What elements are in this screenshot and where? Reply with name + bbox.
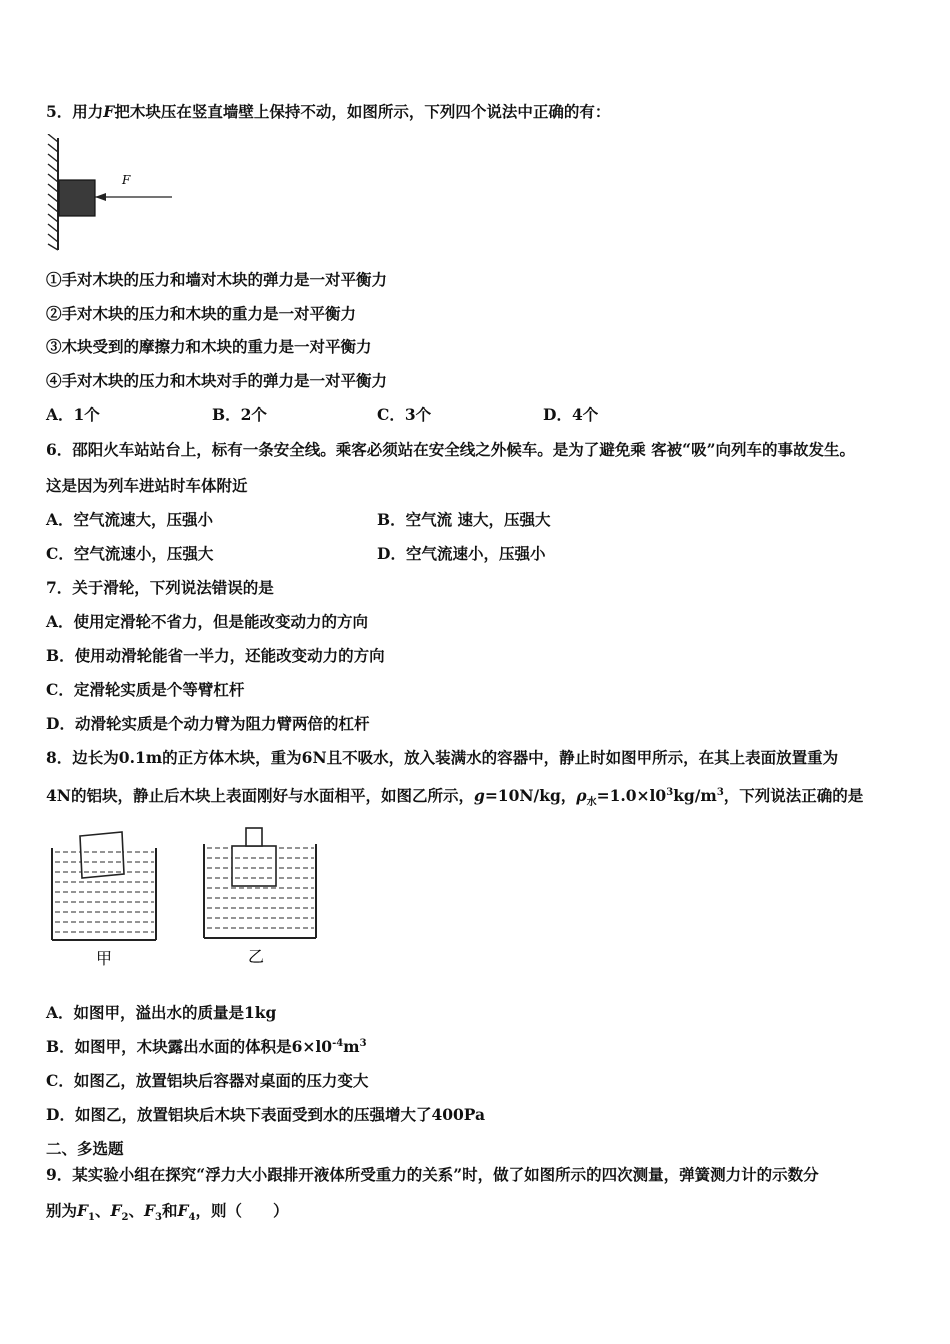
q9-stem-line1: 9．某实验小组在探究“浮力大小跟排开液体所受重力的关系”时，做了如图所示的四次测量，弹簧测力计的示数分 — [46, 1165, 819, 1184]
q9-and: 和 — [162, 1201, 178, 1220]
q6-option-b[interactable]: B．空气流 速大，压强大 — [377, 510, 551, 529]
q9-stem-line2 — [46, 1201, 289, 1224]
q8-exponent-1: 3 — [666, 786, 674, 798]
q5-force-label: F — [122, 173, 131, 187]
q5-option-b[interactable]: B．2个 — [212, 405, 267, 424]
q9-sep1: 、 — [95, 1201, 111, 1220]
q9-sep2: 、 — [128, 1201, 145, 1220]
q6-stem-line2: 这是因为列车进站时车体附近 — [46, 476, 248, 495]
q9-f4-sub: 4 — [188, 1212, 196, 1224]
q5-statement-1: ①手对木块的压力和墙对木块的弹力是一对平衡力 — [46, 270, 388, 289]
q7-option-a[interactable]: A．使用定滑轮不省力，但是能改变动力的方向 — [46, 612, 369, 631]
q7-option-d[interactable]: D．动滑轮实质是个动力臂为阻力臂两倍的杠杆 — [46, 714, 370, 733]
q7-stem: 7．关于滑轮，下列说法错误的是 — [46, 578, 274, 597]
q8-option-b[interactable] — [46, 1037, 367, 1057]
q9-f1-sub: 1 — [88, 1212, 95, 1224]
q9-f1: F — [77, 1201, 89, 1220]
q9-stem2-text-a: 别为 — [46, 1201, 78, 1220]
q5-stem-text-b: 把木块压在竖直墙壁上保持不动，如图所示，下列四个说法中正确的有： — [114, 102, 611, 121]
q8-rho-symbol: ρ — [576, 786, 587, 805]
q5-stem-text-a: 5．用力 — [46, 102, 104, 121]
q5-statement-4: ④手对木块的压力和木块对手的弹力是一对平衡力 — [46, 371, 388, 390]
q8-stem2-text-a: 4N的铝块，静止后木块上表面刚好与水面相平，如图乙所示， — [46, 786, 474, 805]
q8-stem2-text-c: =1.0×l0 — [596, 786, 667, 805]
q8-rho-subscript: 水 — [586, 797, 597, 809]
q6-stem-line1: 6．邵阳火车站站台上，标有一条安全线。乘客必须站在安全线之外候车。是为了避免乘 客被“吸”向列车的事故发生。 — [46, 440, 856, 459]
q9-f3-sub: 3 — [155, 1212, 162, 1224]
q8-stem2-text-d: kg/m — [673, 786, 717, 805]
q8-option-a[interactable]: A．如图甲，溢出水的质量是1kg — [46, 1003, 277, 1022]
q8-option-b-text-b: m — [343, 1037, 360, 1056]
q5-statement-3: ③木块受到的摩擦力和木块的重力是一对平衡力 — [46, 337, 372, 356]
q9-f3: F — [144, 1201, 156, 1220]
q8-option-b-exponent-2: 3 — [359, 1037, 367, 1049]
section-heading-multiple-choice: 二、多选题 — [46, 1139, 124, 1158]
q6-option-d[interactable]: D．空气流速小，压强小 — [377, 544, 546, 563]
q9-stem2-text-b: ，则（ ） — [195, 1201, 289, 1220]
q9-f2: F — [110, 1201, 122, 1220]
q8-g-symbol: g — [473, 786, 485, 805]
q8-stem-line2 — [46, 786, 864, 809]
q8-option-c[interactable]: C．如图乙，放置铝块后容器对桌面的压力变大 — [46, 1071, 369, 1090]
q8-stem-line1: 8．边长为0.1m的正方体木块，重为6N且不吸水，放入装满水的容器中，静止时如图甲所示，在其上表面放置重为 — [46, 748, 839, 767]
q8-label-jia: 甲 — [96, 949, 113, 968]
q6-option-c[interactable]: C．空气流速小，压强大 — [46, 544, 214, 563]
q5-stem — [46, 102, 610, 122]
q5-option-a[interactable]: A．1个 — [46, 405, 100, 424]
q8-container-figures — [44, 822, 334, 972]
q8-option-d[interactable]: D．如图乙，放置铝块后木块下表面受到水的压强增大了400Pa — [46, 1105, 486, 1124]
q7-option-c[interactable]: C．定滑轮实质是个等臂杠杆 — [46, 680, 245, 699]
q8-option-b-text-a: B．如图甲，木块露出水面的体积是6×l0 — [46, 1037, 333, 1056]
q8-container-yi — [204, 828, 316, 938]
q9-f2-sub: 2 — [121, 1212, 129, 1224]
q8-stem2-text-b: =10N/kg， — [484, 786, 577, 805]
q5-statement-2: ②手对木块的压力和木块的重力是一对平衡力 — [46, 304, 357, 323]
q5-option-c[interactable]: C．3个 — [377, 405, 432, 424]
q8-option-b-exponent: -4 — [332, 1037, 344, 1049]
q8-stem2-text-e: ，下列说法正确的是 — [723, 786, 864, 805]
q5-force-symbol: F — [103, 102, 115, 121]
q5-wall-block-figure — [40, 134, 180, 254]
q8-exponent-2: 3 — [716, 786, 724, 798]
q8-label-yi: 乙 — [248, 947, 265, 966]
q7-option-b[interactable]: B．使用动滑轮能省一半力，还能改变动力的方向 — [46, 646, 385, 665]
q6-option-a[interactable]: A．空气流速大，压强小 — [46, 510, 214, 529]
q5-option-d[interactable]: D．4个 — [543, 405, 599, 424]
q9-f4: F — [177, 1201, 189, 1220]
q8-container-jia — [52, 832, 156, 940]
